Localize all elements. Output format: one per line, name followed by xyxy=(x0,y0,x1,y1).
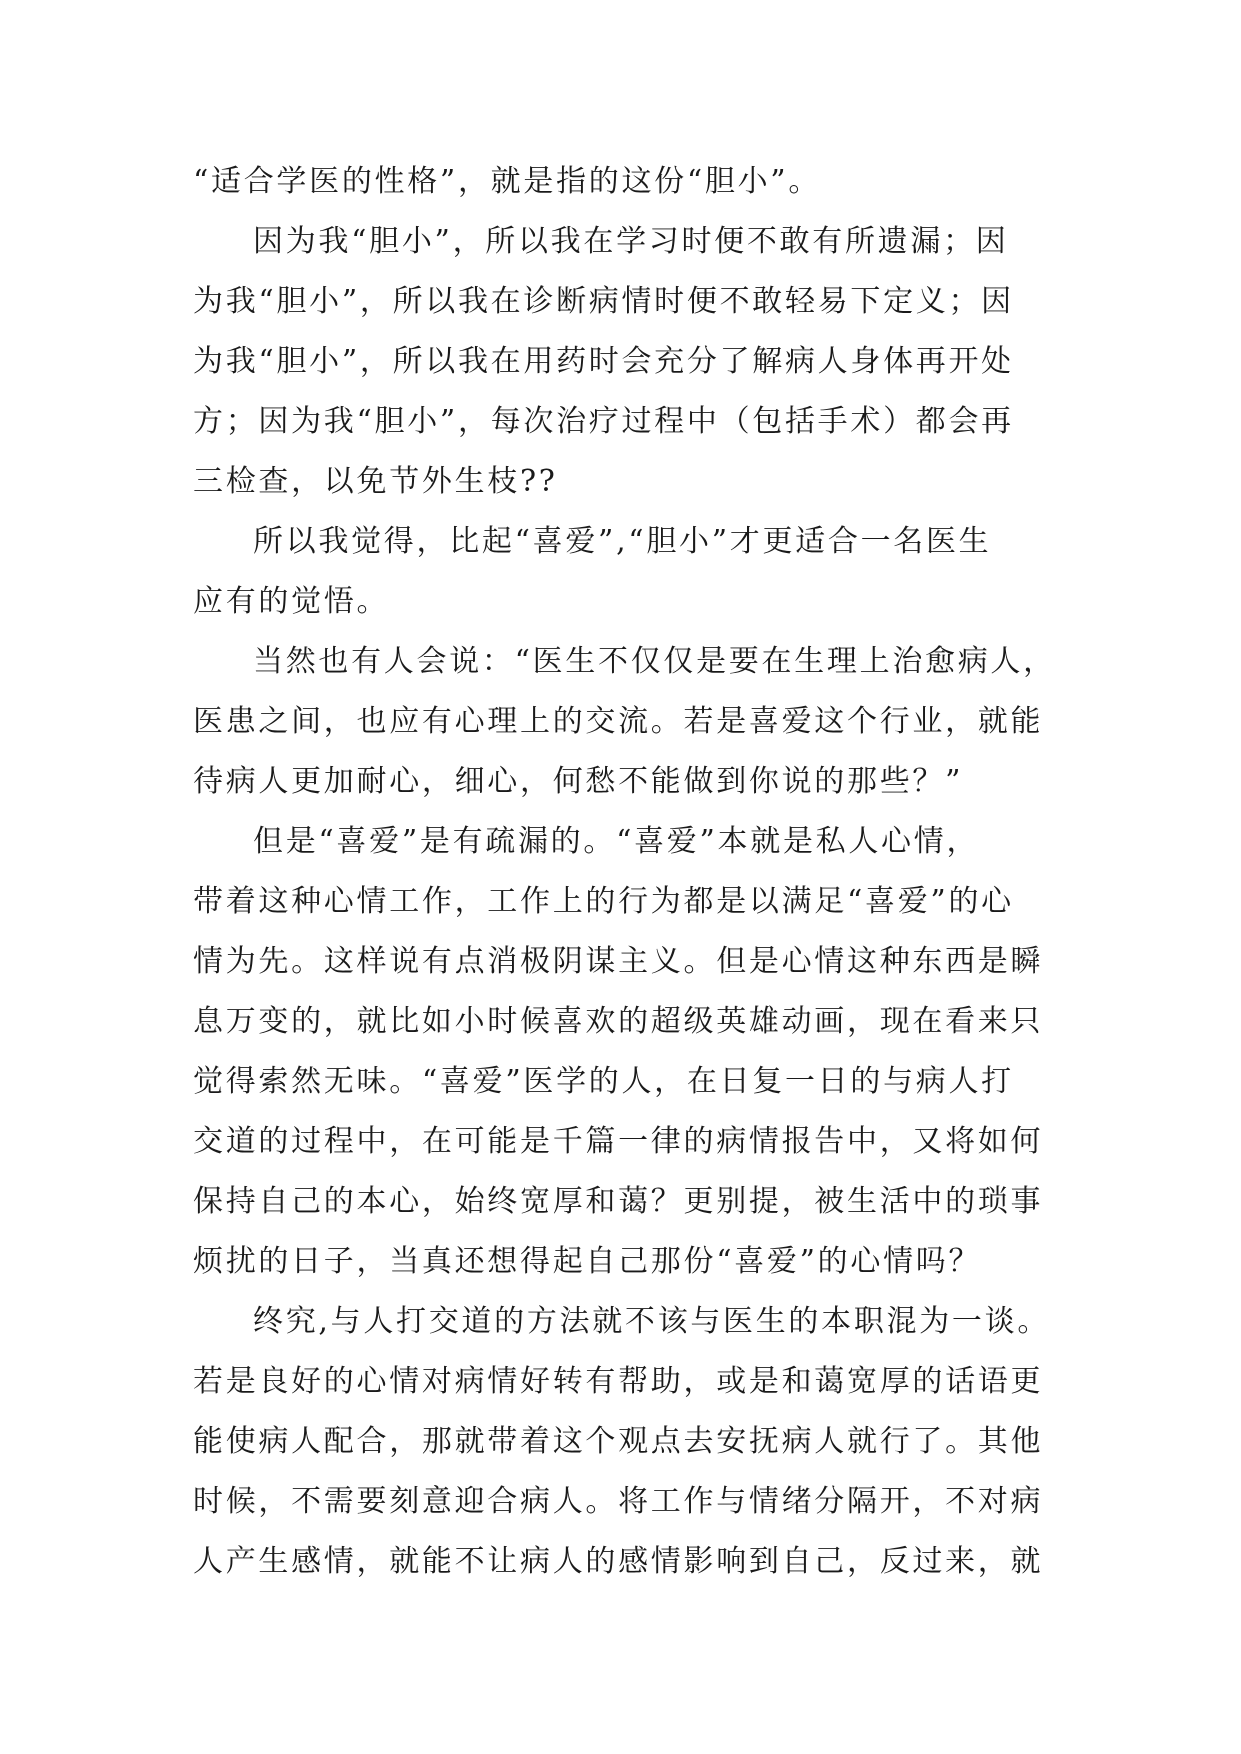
text-line: 当然也有人会说：“医生不仅仅是要在生理上治愈病人， xyxy=(253,644,1056,679)
text-line: 觉得索然无味。“喜爱”医学的人，在日复一日的与病人打 xyxy=(193,1064,1014,1099)
text-line: 交道的过程中，在可能是千篇一律的病情报告中，又将如何 xyxy=(193,1124,1044,1159)
text-line: “适合学医的性格”，就是指的这份“胆小”。 xyxy=(193,164,822,199)
body-text xyxy=(193,152,1056,1592)
text-line: 保持自己的本心，始终宽厚和蔼？更别提，被生活中的琐事 xyxy=(193,1184,1044,1219)
text-line: 所以我觉得，比起“喜爱”,“胆小”才更适合一名医生 xyxy=(253,524,992,559)
text-line: 为我“胆小”，所以我在用药时会充分了解病人身体再开处 xyxy=(193,344,1014,379)
text-line: 但是“喜爱”是有疏漏的。“喜爱”本就是私人心情， xyxy=(253,824,980,859)
text-line: 情为先。这样说有点消极阴谋主义。但是心情这种东西是瞬 xyxy=(193,944,1044,979)
text-line: 为我“胆小”，所以我在诊断病情时便不敢轻易下定义；因 xyxy=(193,284,1014,319)
text-line: 烦扰的日子，当真还想得起自己那份“喜爱”的心情吗？ xyxy=(193,1244,982,1279)
text-line: 息万变的，就比如小时候喜欢的超级英雄动画，现在看来只 xyxy=(193,1004,1044,1039)
text-line: 若是良好的心情对病情好转有帮助，或是和蔼宽厚的话语更 xyxy=(193,1364,1044,1399)
text-line: 方；因为我“胆小”，每次治疗过程中（包括手术）都会再 xyxy=(193,404,1014,439)
text-line: 因为我“胆小”，所以我在学习时便不敢有所遗漏；因 xyxy=(253,224,1009,259)
text-line: 终究,与人打交道的方法就不该与医生的本职混为一谈。 xyxy=(253,1304,1051,1339)
text-line: 医患之间，也应有心理上的交流。若是喜爱这个行业，就能 xyxy=(193,704,1044,739)
text-line: 待病人更加耐心，细心，何愁不能做到你说的那些？” xyxy=(193,764,964,799)
text-line: 人产生感情，就能不让病人的感情影响到自己，反过来，就 xyxy=(193,1544,1044,1579)
text-line: 时候，不需要刻意迎合病人。将工作与情绪分隔开，不对病 xyxy=(193,1484,1044,1519)
text-line: 应有的觉悟。 xyxy=(193,584,390,619)
text-line: 能使病人配合，那就带着这个观点去安抚病人就行了。其他 xyxy=(193,1424,1044,1459)
text-line: 三检查，以免节外生枝?? xyxy=(193,464,558,499)
text-line: 带着这种心情工作，工作上的行为都是以满足“喜爱”的心 xyxy=(193,884,1014,919)
